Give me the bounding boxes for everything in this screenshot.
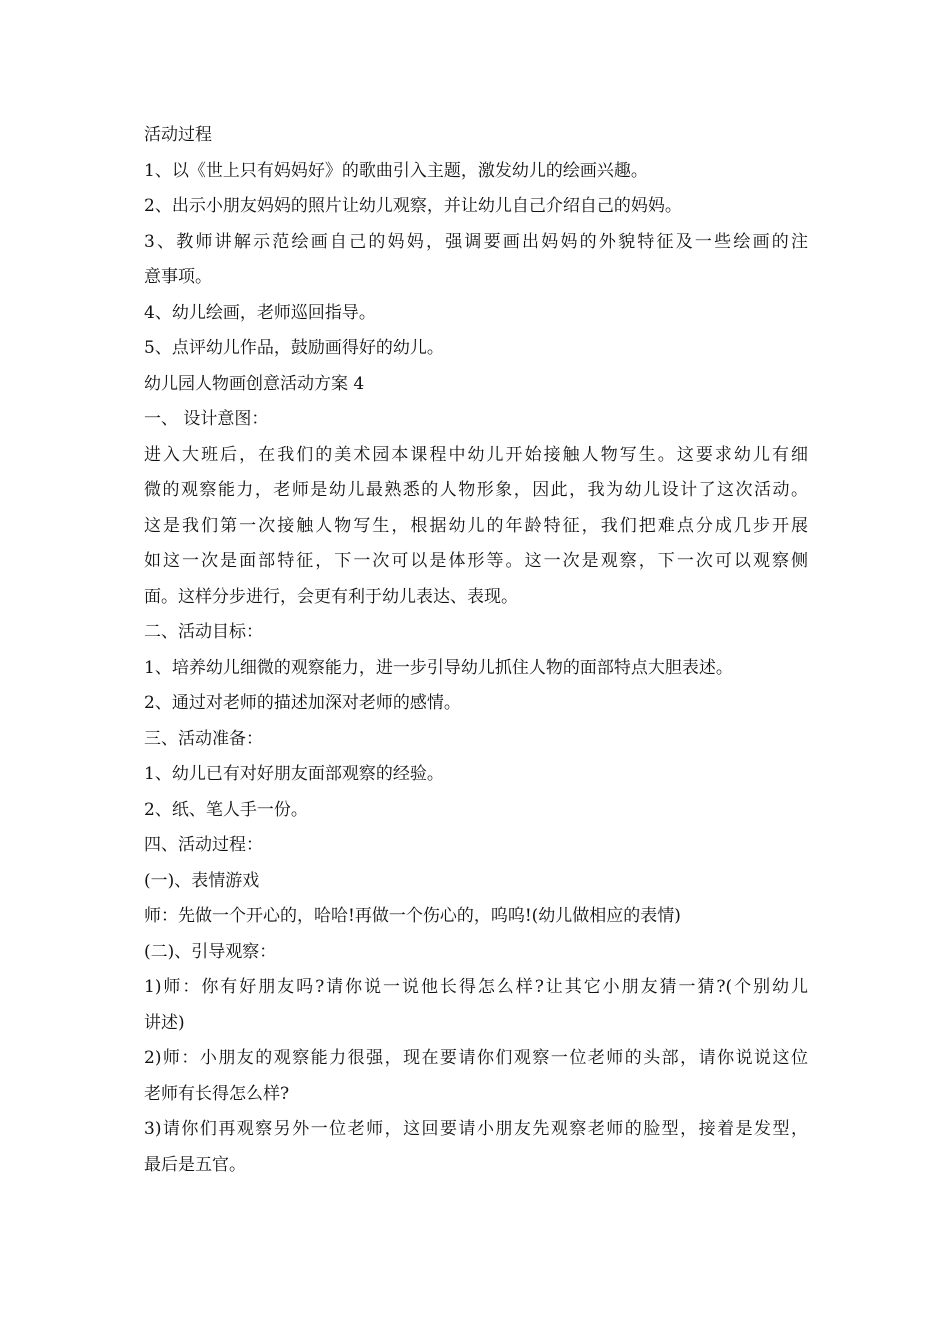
section-heading: 三、活动准备： (144, 728, 263, 749)
paragraph-line: 如这一次是面部特征，下一次可以是体形等。这一次是观察，下一次可以观察侧 (144, 551, 808, 571)
subsection-heading: (一)、表情游戏 (144, 870, 260, 891)
paragraph-line: 这是我们第一次接触人物写生，根据幼儿的年龄特征，我们把难点分成几步开展 (144, 515, 808, 536)
subsection-heading: (二)、引导观察： (144, 941, 277, 962)
paragraph-line: 1、幼儿已有对好朋友面部观察的经验。 (144, 764, 444, 784)
paragraph-line: 最后是五官。 (144, 1154, 246, 1175)
section-heading: 四、活动过程： (144, 835, 263, 855)
paragraph-line: 2、出示小朋友妈妈的照片让幼儿观察，并让幼儿自己介绍自己的妈妈。 (144, 196, 682, 216)
paragraph-line: 2、纸、笔人手一份。 (144, 799, 308, 820)
paragraph-line: 1、培养幼儿细微的观察能力，进一步引导幼儿抓住人物的面部特点大胆表述。 (144, 657, 733, 678)
paragraph-line: 2)师：小朋友的观察能力很强，现在要请你们观察一位老师的头部，请你说说这位 (144, 1048, 808, 1068)
section-heading: 二、活动目标： (144, 622, 263, 642)
paragraph-line: 老师有长得怎么样? (144, 1083, 290, 1104)
paragraph-line: 2、通过对老师的描述加深对老师的感情。 (144, 693, 461, 713)
paragraph-line: 3)请你们再观察另外一位老师，这回要请小朋友先观察老师的脸型，接着是发型， (144, 1119, 808, 1139)
paragraph-line: 意事项。 (144, 267, 212, 287)
paragraph-line: 进入大班后，在我们的美术园本课程中幼儿开始接触人物写生。这要求幼儿有细 (144, 444, 808, 465)
paragraph-line: 面。这样分步进行，会更有利于幼儿表达、表现。 (144, 586, 518, 607)
paragraph-line: 师：先做一个开心的，哈哈!再做一个伤心的，呜呜!(幼儿做相应的表情) (144, 906, 681, 926)
paragraph-line: 4、幼儿绘画，老师巡回指导。 (144, 302, 376, 323)
paragraph-line: 微的观察能力，老师是幼儿最熟悉的人物形象，因此，我为幼儿设计了这次活动。 (144, 480, 808, 500)
paragraph-line: 1)师：你有好朋友吗?请你说一说他长得怎么样?让其它小朋友猜一猜?(个别幼儿 (144, 977, 808, 997)
section-heading: 一、 设计意图： (144, 409, 269, 429)
section-title: 活动过程 (144, 125, 212, 145)
document-body (144, 118, 808, 1183)
paragraph-line: 1、以《世上只有妈妈好》的歌曲引入主题，激发幼儿的绘画兴趣。 (144, 160, 648, 181)
paragraph-line: 讲述) (144, 1012, 185, 1033)
plan-title: 幼儿园人物画创意活动方案 4 (144, 373, 365, 394)
paragraph-line: 5、点评幼儿作品，鼓励画得好的幼儿。 (144, 338, 444, 358)
paragraph-line: 3、教师讲解示范绘画自己的妈妈，强调要画出妈妈的外貌特征及一些绘画的注 (144, 231, 808, 252)
